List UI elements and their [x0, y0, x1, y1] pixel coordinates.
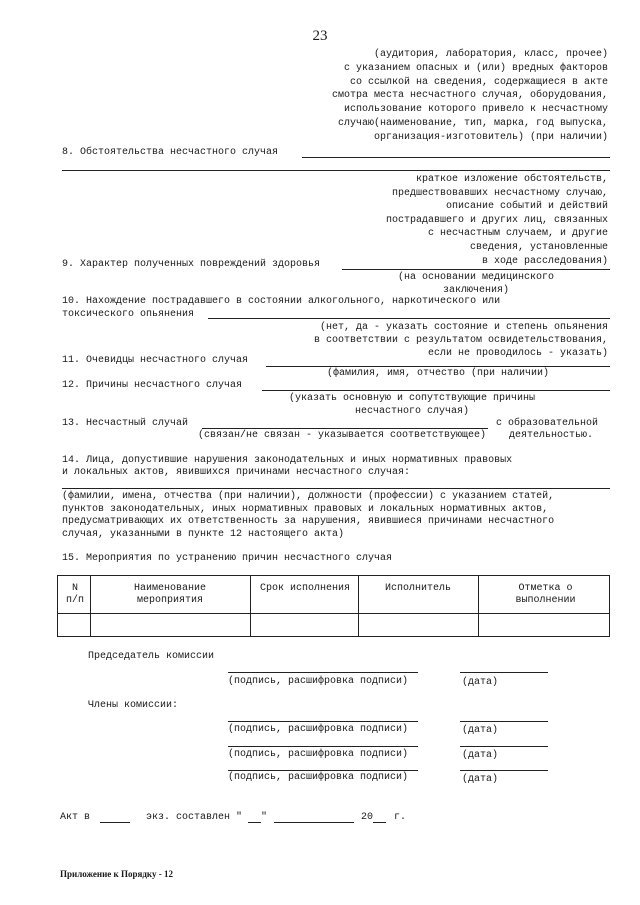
item9-blank-line[interactable]	[342, 269, 610, 270]
item9-caption-line: заключения)	[442, 285, 509, 296]
act-mid: экз. составлен "	[146, 812, 243, 823]
item9-label: 9. Характер полученных повреждений здоровья	[62, 259, 321, 270]
table-header-executor: Исполнитель	[384, 583, 451, 594]
chairman-signature-line[interactable]	[228, 672, 418, 673]
item8-caption-line: с несчастным случаем, и другие	[427, 228, 608, 240]
item14-line1: 14. Лица, допустившие нарушения законодательных и иных нормативных правовых	[62, 455, 513, 466]
item7-caption-line: использование которого привело к несчастному	[343, 104, 608, 116]
item14-caption-line: (фамилии, имена, отчества (при наличии), должности (профессии) с указанием статей,	[62, 491, 555, 502]
table-cell-number[interactable]	[58, 614, 90, 637]
item9-caption-line: (на основании медицинского	[397, 272, 555, 283]
item10-caption	[314, 321, 608, 360]
member2-date-line[interactable]	[460, 746, 548, 747]
member1-date-line[interactable]	[460, 721, 548, 722]
item12-label: 12. Причины несчастного случая	[62, 380, 243, 391]
member3-date-caption: (дата)	[462, 774, 499, 785]
table-cell-completion[interactable]	[479, 614, 609, 637]
member3-signature-caption: (подпись, расшифровка подписи)	[228, 772, 409, 783]
member1-signature-line[interactable]	[228, 721, 418, 722]
item11-caption: (фамилия, имя, отчество (при наличии)	[326, 368, 550, 379]
item8-caption-line: предшествовавших несчастному случаю,	[391, 187, 608, 199]
item9-caption	[342, 271, 610, 297]
item7-caption-line: смотра места несчастного случая, оборудования,	[331, 90, 608, 102]
item14-caption-line: случая, указанными в пункте 12 настоящего акта)	[62, 528, 345, 540]
act-day-blank[interactable]	[248, 822, 261, 823]
table-header-measure: Наименование мероприятия	[133, 583, 206, 606]
member2-date-caption: (дата)	[462, 750, 499, 761]
item7-caption-line: с указанием опасных и (или) вредных факторов	[343, 62, 608, 74]
table-header-completion: Отметка о выполнении	[515, 583, 576, 606]
act-quote-close: "	[261, 812, 268, 823]
table-cell-measure[interactable]	[91, 614, 250, 637]
item8-caption-line: краткое изложение обстоятельств,	[415, 174, 608, 185]
chairman-signature-caption: (подпись, расшифровка подписи)	[228, 676, 409, 687]
item8-caption	[386, 173, 608, 268]
item10-caption-line: если не проводилось - указать)	[427, 348, 608, 359]
item14-blank-line[interactable]	[62, 488, 610, 489]
item13-caption: (связан/не связан - указывается соответствующее)	[198, 430, 487, 441]
item7-caption-line: случаю(наименование, тип, марка, год выпуска,	[337, 117, 608, 129]
member2-signature-line[interactable]	[228, 746, 418, 747]
item12-caption	[262, 392, 562, 418]
act-prefix: Акт в	[60, 812, 91, 823]
item7-caption-line: со ссылкой на сведения, содержащиеся в акте	[349, 76, 608, 88]
item13-suffix2: деятельностью.	[509, 430, 594, 441]
item12-blank-line[interactable]	[262, 390, 610, 391]
item7-caption-line: организация-изготовитель) (при наличии)	[373, 131, 608, 143]
table-header-deadline: Срок исполнения	[259, 583, 350, 594]
item7-caption-line: (аудитория, лаборатория, класс, прочее)	[373, 49, 608, 60]
item13-blank-line[interactable]	[202, 428, 488, 429]
item8-caption-line: описание событий и действий	[445, 201, 608, 213]
act-year-blank[interactable]	[373, 822, 386, 823]
measures-table	[57, 575, 610, 637]
item14-line2: и локальных актов, явившихся причинами несчастного случая:	[62, 467, 411, 478]
table-cell-deadline[interactable]	[251, 614, 358, 637]
chairman-label: Председатель комиссии	[88, 651, 215, 662]
item8-caption-line: в ходе расследования)	[481, 255, 608, 267]
member3-date-line[interactable]	[460, 770, 548, 771]
act-month-blank[interactable]	[274, 822, 354, 823]
act-copies-blank[interactable]	[100, 822, 130, 823]
item10-caption-line: в соответствии с результатом освидетельствования,	[313, 335, 608, 346]
item11-blank-line[interactable]	[266, 366, 610, 367]
chairman-date-line[interactable]	[460, 672, 548, 673]
item10-line2: токсического опьянения	[62, 309, 195, 320]
act-year-prefix: 20	[361, 812, 374, 823]
item12-caption-line: несчастного случая)	[354, 406, 470, 417]
members-label: Члены комиссии:	[88, 700, 179, 711]
item13-suffix1: с образовательной	[496, 418, 599, 429]
member2-signature-caption: (подпись, расшифровка подписи)	[228, 749, 409, 760]
item8-blank-line[interactable]	[302, 157, 610, 158]
item12-caption-line: (указать основную и сопутствующие причины	[288, 393, 536, 404]
item13-label: 13. Несчастный случай	[62, 418, 189, 429]
table-header-number: N п/п	[66, 583, 85, 606]
member1-date-caption: (дата)	[462, 725, 499, 736]
act-suffix: г.	[394, 812, 407, 823]
item14-caption-line: пунктов законодательных, иных нормативных правовых и локальных нормативных актов,	[62, 503, 549, 515]
item14-caption	[62, 491, 554, 541]
item8-blank-line-2[interactable]	[62, 170, 610, 171]
member1-signature-caption: (подпись, расшифровка подписи)	[228, 724, 409, 735]
footer-text: Приложение к Порядку - 12	[60, 869, 173, 879]
item8-caption-line: сведения, установленные	[469, 241, 608, 253]
page-number: 23	[312, 28, 328, 44]
item7-caption	[332, 48, 608, 145]
item10-line1: 10. Нахождение пострадавшего в состоянии алкогольного, наркотического или	[62, 296, 501, 307]
item14-caption-line: предусматривающих их ответственность за нарушения, явившиеся причинами несчастного	[62, 516, 555, 527]
item10-blank-line[interactable]	[208, 318, 610, 319]
item8-label: 8. Обстоятельства несчастного случая	[62, 147, 279, 158]
item8-caption-line: пострадавшего и других лиц, связанных	[385, 214, 608, 226]
table-cell-executor[interactable]	[359, 614, 478, 637]
member3-signature-line[interactable]	[228, 770, 418, 771]
item10-caption-line: (нет, да - указать состояние и степень опьянения	[319, 322, 608, 333]
chairman-date-caption: (дата)	[462, 677, 499, 688]
item15-label: 15. Мероприятия по устранению причин несчастного случая	[62, 553, 393, 564]
item11-label: 11. Очевидцы несчастного случая	[62, 355, 249, 366]
